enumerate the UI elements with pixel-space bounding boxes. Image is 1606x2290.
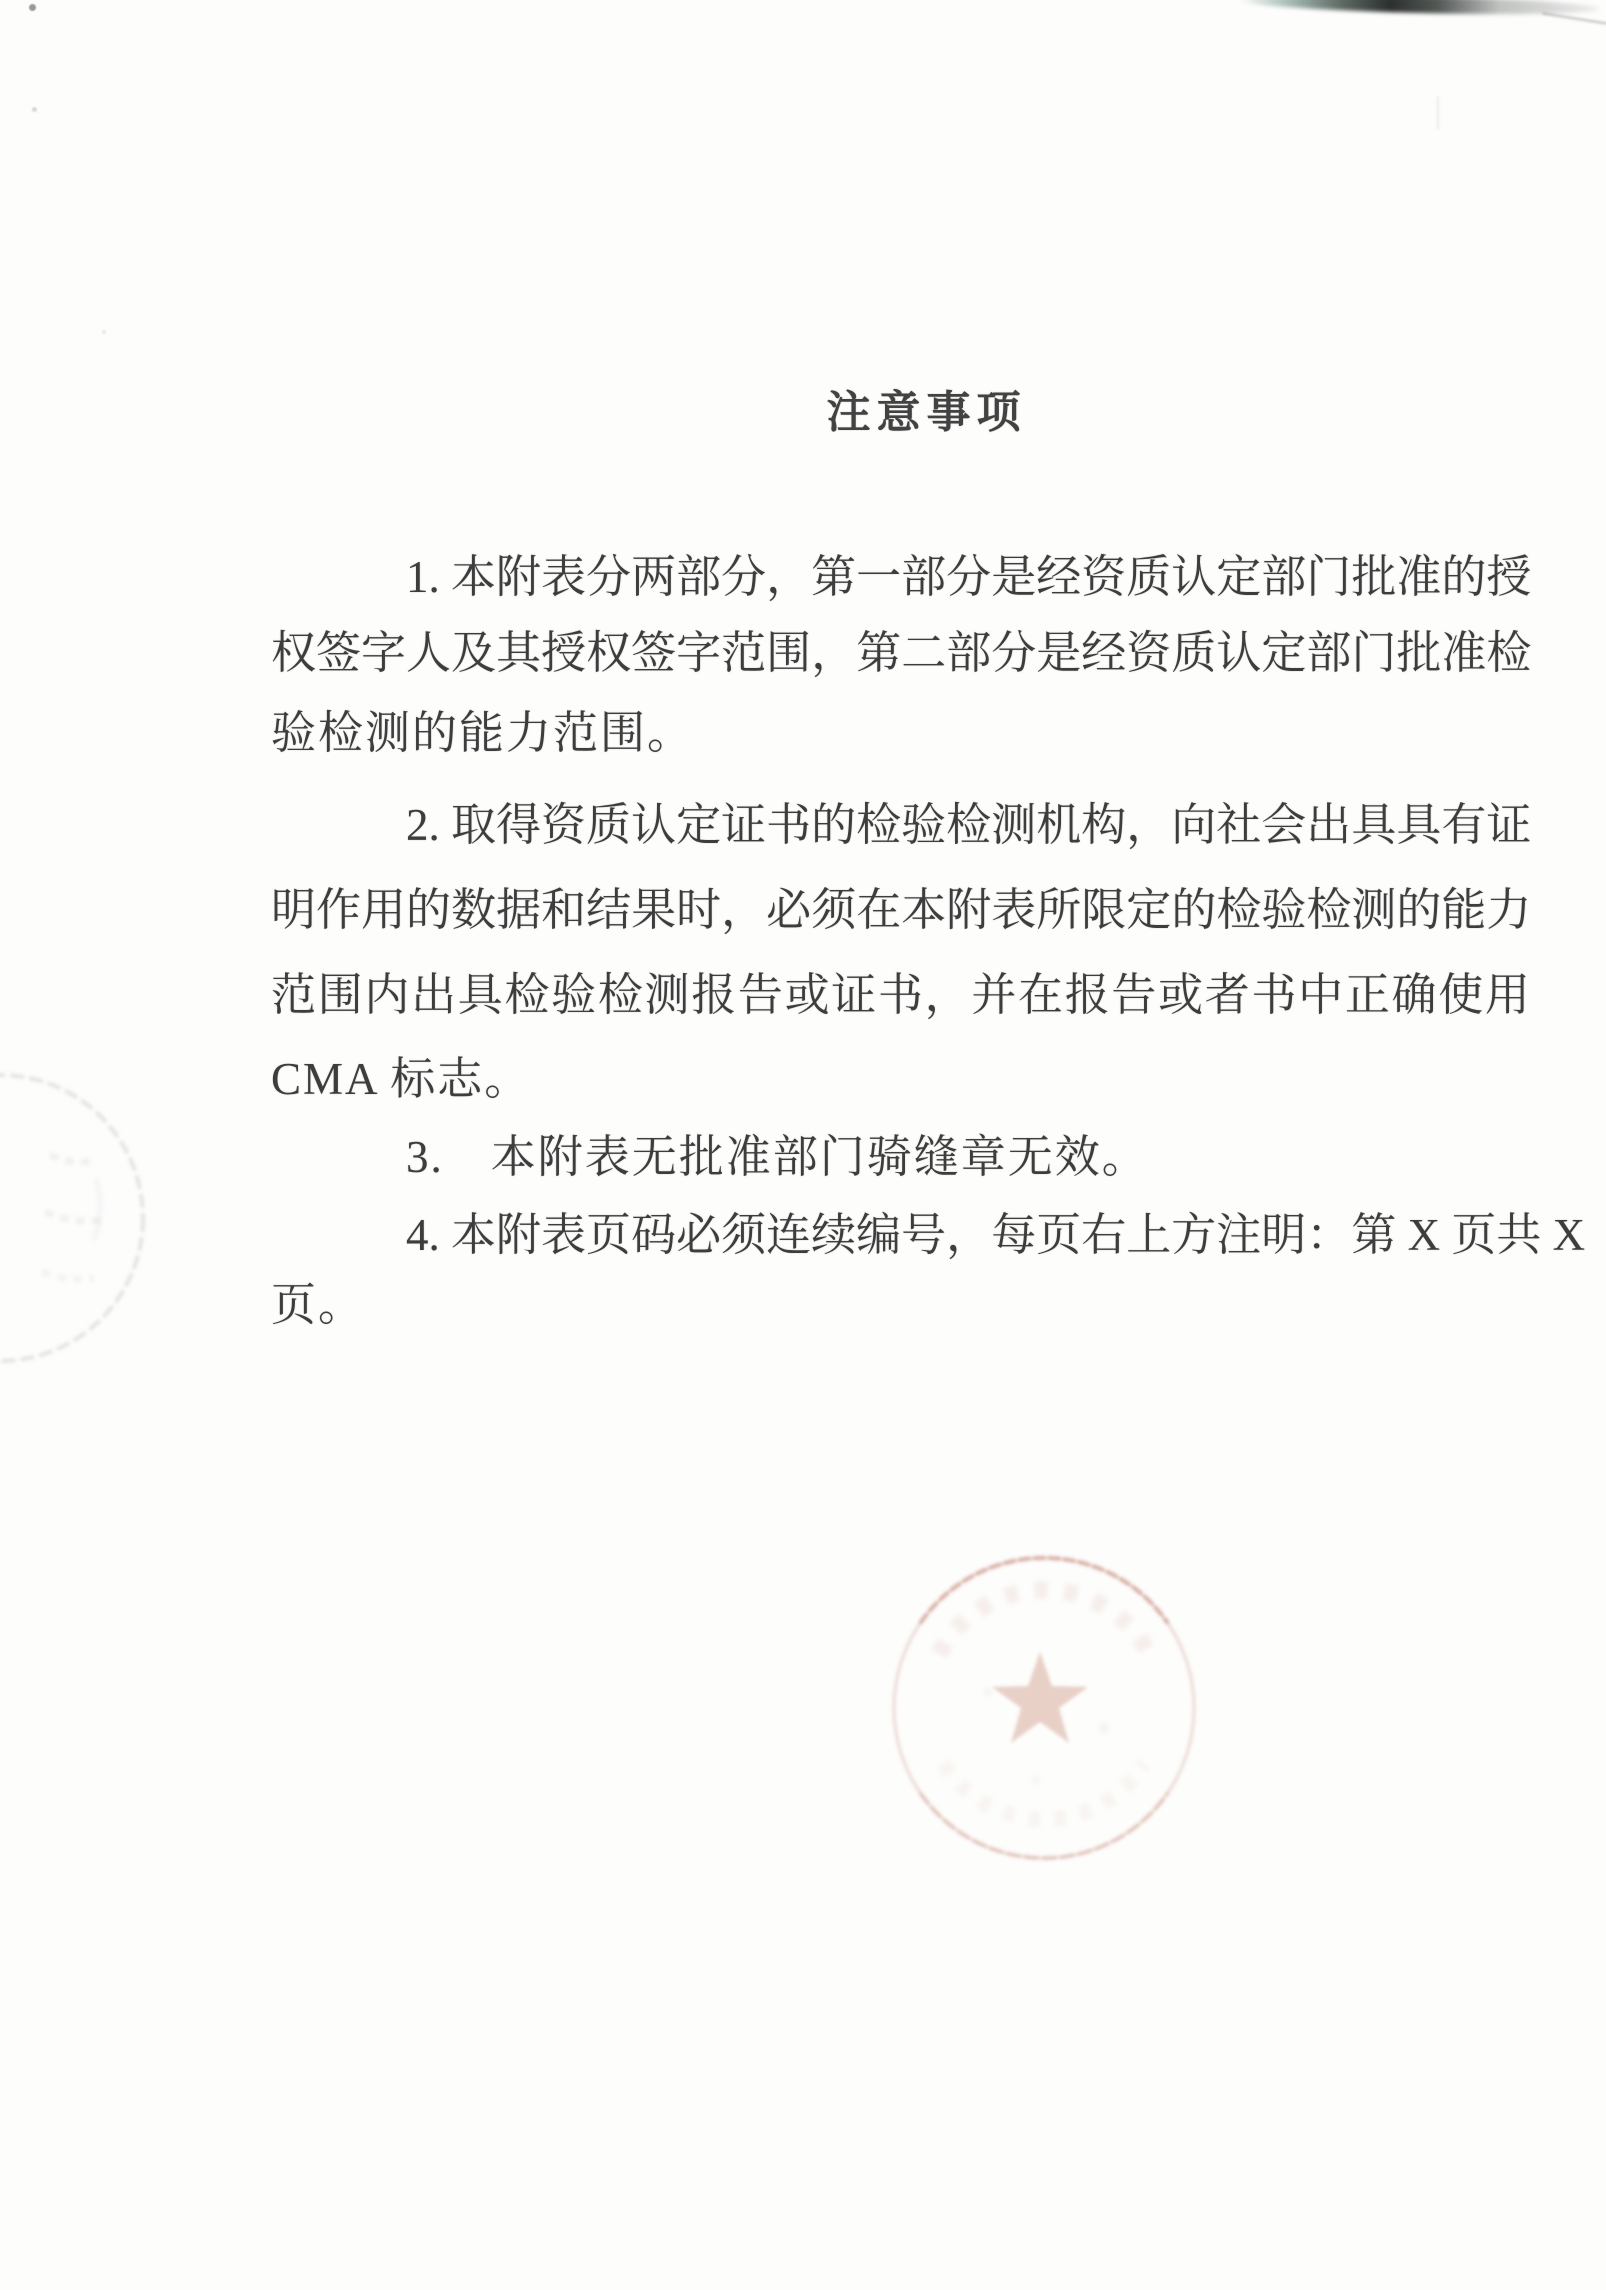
partial-seal-mark (94, 1178, 100, 1240)
partial-seal-ring (0, 1075, 143, 1361)
partial-seal-stamp (0, 1060, 170, 1380)
scan-smudge-tail (1542, 12, 1606, 25)
official-seal-stamp (868, 1532, 1220, 1884)
notice-line: 1 . 本 附 表 分 两 部 分 ， 第 一 部 分 是 经 资 质 认 定 部 门 批 准 的 授 (406, 552, 1532, 602)
seal-noise-dot (984, 1688, 992, 1696)
scan-speck (1437, 96, 1439, 130)
seal-noise-dot (1032, 1776, 1040, 1784)
seal-text-bottom-arc (944, 1764, 1144, 1819)
seal-text-top-arc (939, 1590, 1149, 1654)
notice-line: 4 . 本 附 表 页 码 必 须 连 续 编 号 ， 每 页 右 上 方 注 明 ： 第 X 页 共 X (406, 1210, 1586, 1260)
partial-seal-mark (50, 1155, 92, 1162)
notice-line: 范 围 内 出 具 检 验 检 测 报 告 或 证 书 ， 并 在 报 告 或 者 书 中 正 确 使 用 (271, 970, 1530, 1020)
scan-speck (102, 330, 106, 334)
partial-seal-mark (42, 1272, 94, 1279)
seal-ring-bottom-arc (921, 1794, 1167, 1858)
notice-line: 页。 (271, 1280, 366, 1330)
notice-line: 3. 本附表无批准部门骑缝章无效。 (406, 1132, 1149, 1182)
scan-speck (29, 4, 36, 11)
notice-line: CMA 标志。 (271, 1054, 532, 1104)
partial-seal-mark (45, 1212, 102, 1221)
notice-line: 验检测的能力范围。 (271, 708, 695, 758)
seal-star-icon (992, 1652, 1088, 1743)
notice-line: 明 作 用 的 数 据 和 结 果 时 ， 必 须 在 本 附 表 所 限 定 的 检 验 检 测 的 能 力 (271, 885, 1532, 935)
notice-line: 2 . 取 得 资 质 认 定 证 书 的 检 验 检 测 机 构 ， 向 社 会 出 具 具 有 证 (406, 800, 1532, 850)
page-title: 注意事项 (826, 388, 1027, 437)
seal-noise-dot (1099, 1723, 1109, 1733)
scan-speck (32, 107, 37, 112)
notice-line: 权 签 字 人 及 其 授 权 签 字 范 围 ， 第 二 部 分 是 经 资 质 认 定 部 门 批 准 检 (271, 628, 1532, 678)
